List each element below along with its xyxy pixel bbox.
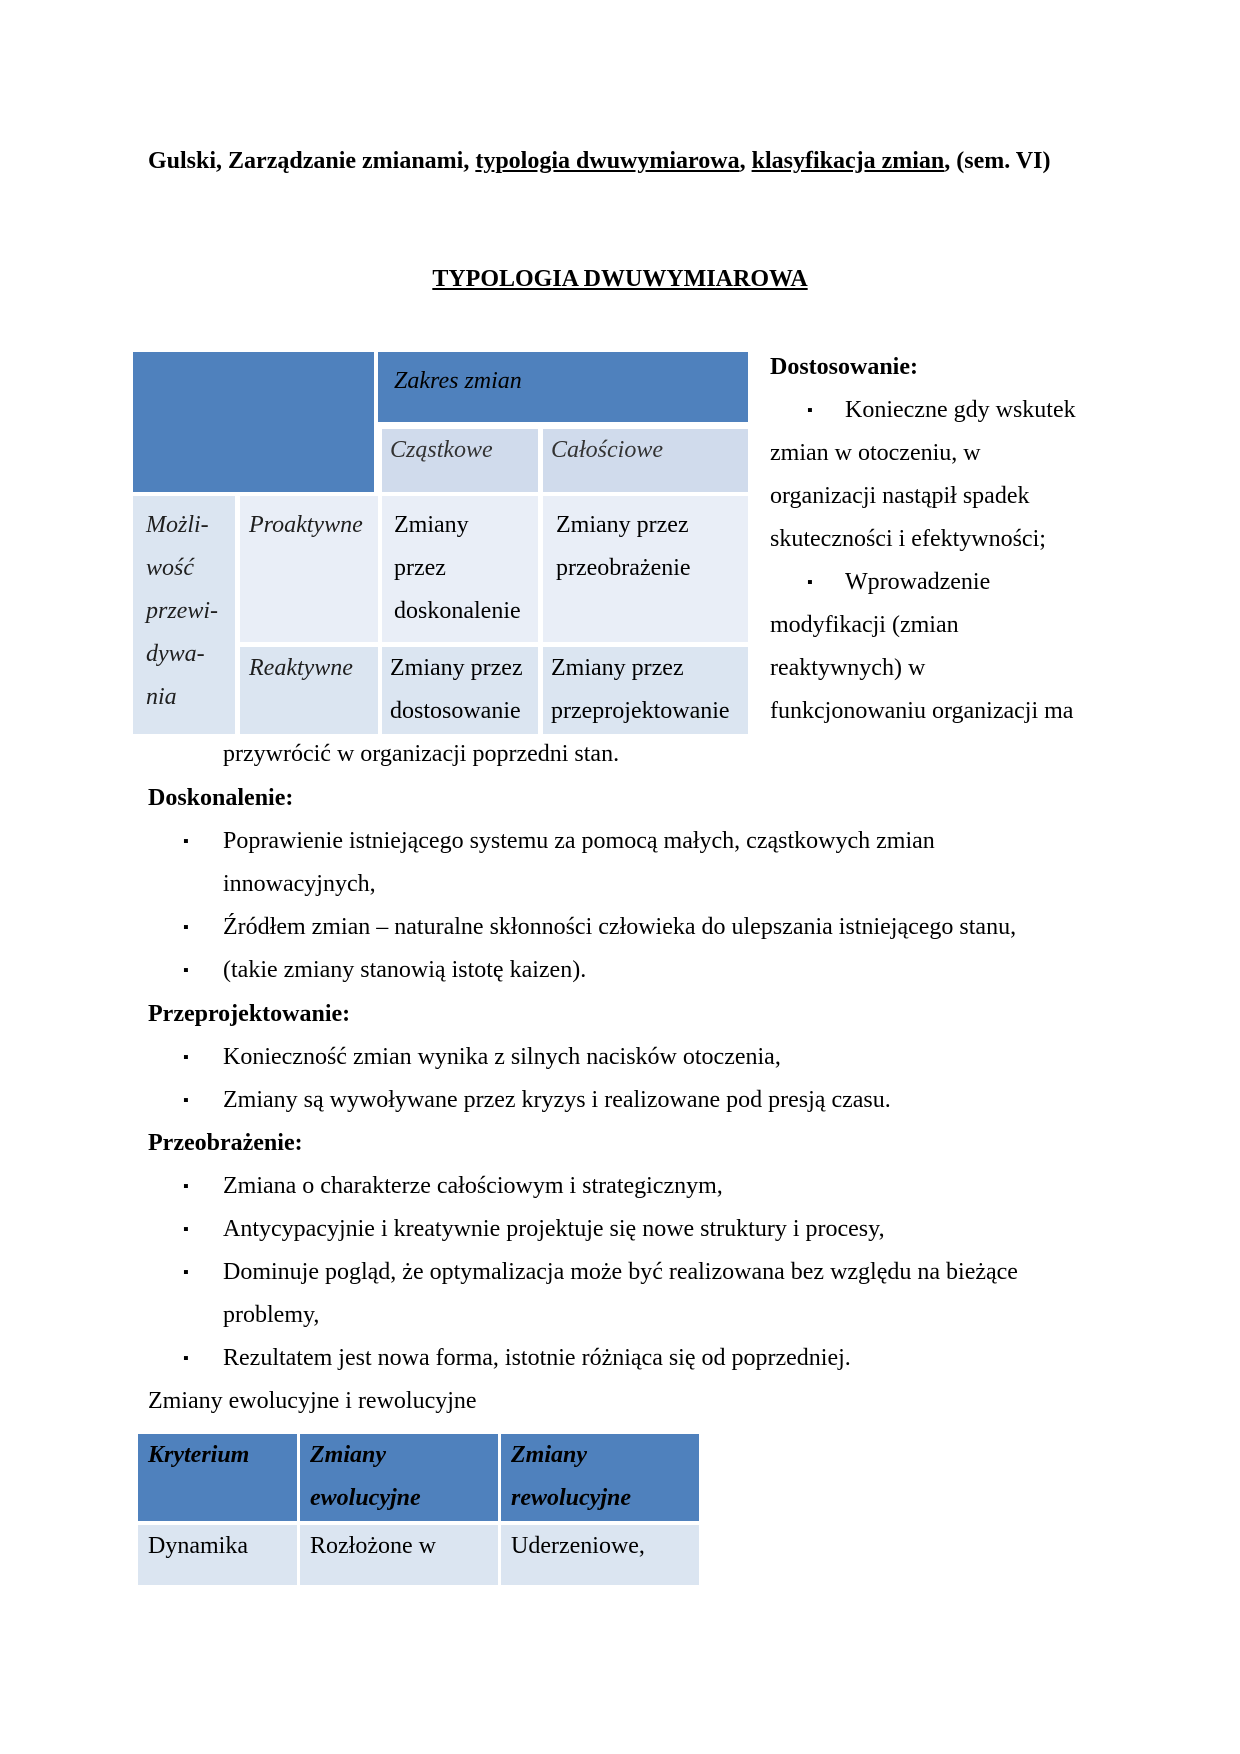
- bullet-icon: ▪: [183, 1221, 189, 1238]
- title-link-klasyfikacja[interactable]: klasyfikacja zmian: [751, 148, 945, 174]
- doskonalenie-heading: Doskonalenie:: [148, 785, 294, 811]
- side-line: Wprowadzenie: [845, 569, 991, 595]
- row-reactive-header: Reaktywne: [240, 647, 378, 734]
- cell-reactive-partial: Zmiany przez dostosowanie: [382, 647, 538, 734]
- evolution-header-criterion: Kryterium: [138, 1434, 297, 1521]
- cell-reactive-total: Zmiany przez przeprojektowanie: [543, 647, 748, 734]
- evolution-caption: Zmiany ewolucyjne i rewolucyjne: [148, 1388, 477, 1414]
- list-item: innowacyjnych,: [223, 871, 376, 897]
- bullet-icon: ▪: [183, 1092, 189, 1109]
- bullet-icon: ▪: [183, 1178, 189, 1195]
- bullet-icon: ▪: [183, 1350, 189, 1367]
- cell-proactive-total: Zmiany przez przeobrażenie: [543, 496, 748, 642]
- side-line: organizacji nastąpił spadek: [770, 483, 1030, 509]
- scope-header: Zakres zmian: [378, 352, 748, 422]
- bullet-icon: ▪: [807, 574, 813, 591]
- list-item: Konieczność zmian wynika z silnych nacisków otoczenia,: [223, 1044, 781, 1070]
- list-item: Rezultatem jest nowa forma, istotnie różniąca się od poprzedniej.: [223, 1345, 851, 1371]
- bullet-icon: ▪: [183, 833, 189, 850]
- bullet-icon: ▪: [807, 402, 813, 419]
- col-total-header: Całościowe: [543, 429, 748, 492]
- dostosowanie-continuation: przywrócić w organizacji poprzedni stan.: [223, 741, 620, 767]
- side-line: skuteczności i efektywności;: [770, 526, 1046, 552]
- side-line: reaktywnych) w: [770, 655, 926, 681]
- evolution-cell-criterion: Dynamika: [138, 1525, 297, 1585]
- side-line: modyfikacji (zmian: [770, 612, 959, 638]
- evolution-header-revolutionary: Zmiany rewolucyjne: [501, 1434, 699, 1521]
- przeprojektowanie-heading: Przeprojektowanie:: [148, 1001, 351, 1027]
- list-item: Poprawienie istniejącego systemu za pomocą małych, cząstkowych zmian: [223, 828, 935, 854]
- list-item: Zmiany są wywoływane przez kryzys i realizowane pod presją czasu.: [223, 1087, 891, 1113]
- list-item: Dominuje pogląd, że optymalizacja może być realizowana bez względu na bieżące: [223, 1259, 1018, 1285]
- list-item: Źródłem zmian – naturalne skłonności człowieka do ulepszania istniejącego stanu,: [223, 914, 1017, 940]
- side-line: zmian w otoczeniu, w: [770, 440, 981, 466]
- bullet-icon: ▪: [183, 1264, 189, 1281]
- cell-proactive-partial: Zmiany przez doskonalenie: [382, 496, 538, 642]
- side-line: funkcjonowaniu organizacji ma: [770, 698, 1074, 724]
- main-heading: TYPOLOGIA DWUWYMIAROWA: [432, 266, 808, 292]
- col-partial-header: Cząstkowe: [382, 429, 538, 492]
- dostosowanie-heading: Dostosowanie:: [770, 354, 918, 380]
- document-title: [148, 148, 1050, 175]
- list-item: Antycypacyjnie i kreatywnie projektuje się nowe struktury i procesy,: [223, 1216, 885, 1242]
- evolution-cell-evolutionary: Rozłożone w: [300, 1525, 498, 1585]
- side-line: Konieczne gdy wskutek: [845, 397, 1076, 423]
- przeobrazenie-heading: Przeobrażenie:: [148, 1130, 303, 1156]
- evolution-header-evolutionary: Zmiany ewolucyjne: [300, 1434, 498, 1521]
- evolution-cell-revolutionary: Uderzeniowe,: [501, 1525, 699, 1585]
- bullet-icon: ▪: [183, 919, 189, 936]
- bullet-icon: ▪: [183, 1049, 189, 1066]
- title-prefix: Gulski, Zarządzanie zmianami,: [148, 148, 476, 174]
- list-item: Zmiana o charakterze całościowym i strategicznym,: [223, 1173, 723, 1199]
- title-separator: ,: [739, 148, 752, 174]
- list-item: (takie zmiany stanowią istotę kaizen).: [223, 957, 587, 983]
- bullet-icon: ▪: [183, 962, 189, 979]
- list-item: problemy,: [223, 1302, 320, 1328]
- title-suffix: , (sem. VI): [944, 148, 1051, 174]
- row-proactive-header: Proaktywne: [240, 496, 378, 642]
- title-link-typologia[interactable]: typologia dwuwymiarowa: [475, 148, 740, 174]
- row-group-header: Możli- wość przewi- dywa- nia: [133, 496, 235, 734]
- table-corner: [133, 352, 374, 492]
